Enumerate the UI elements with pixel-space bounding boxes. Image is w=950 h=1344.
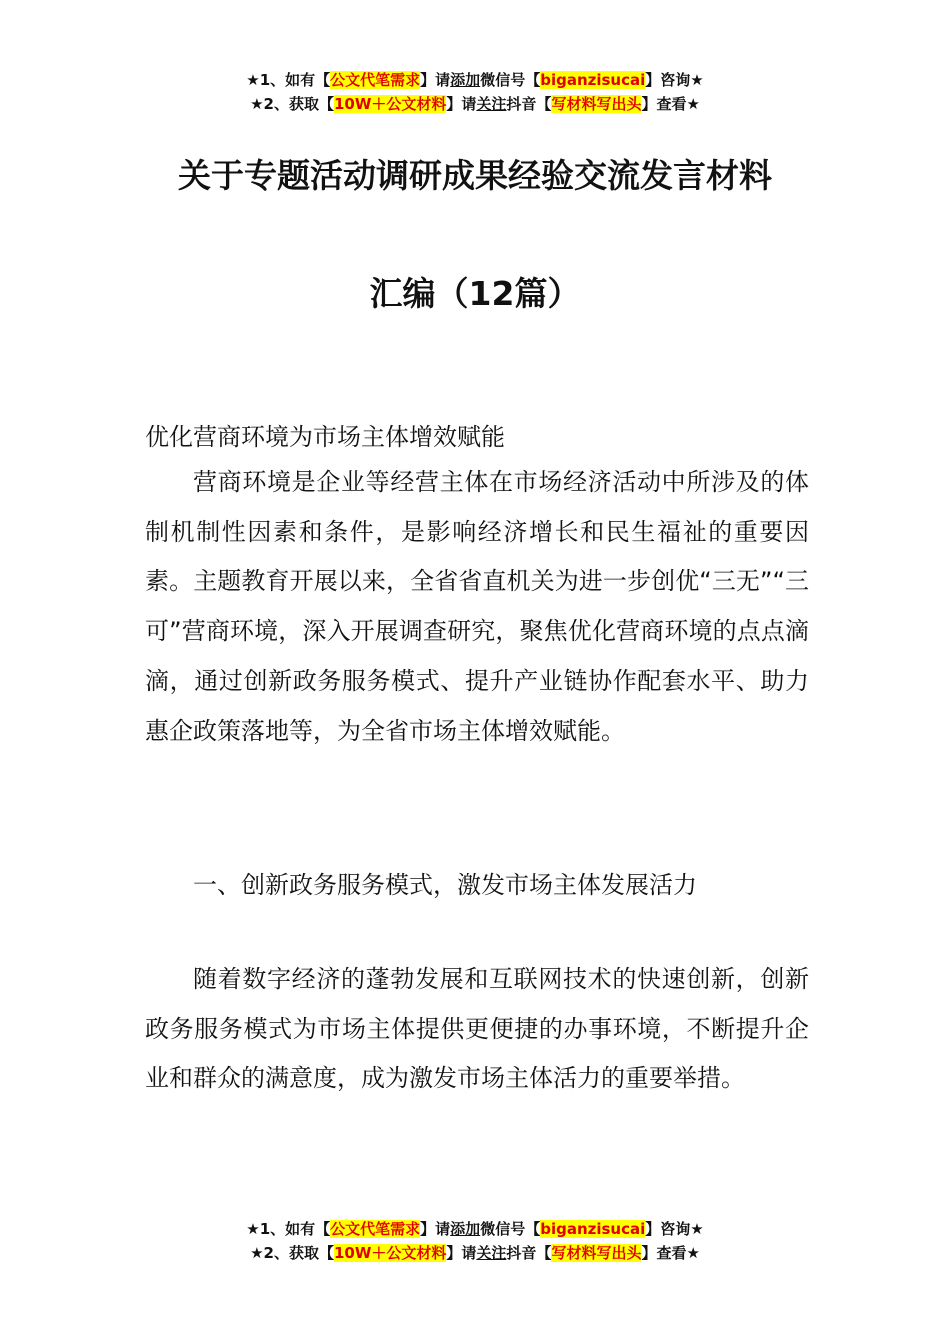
promo-text: 】请 <box>446 95 477 113</box>
star-icon: ★ <box>686 95 700 113</box>
star-icon: ★ <box>246 1220 260 1238</box>
promo-highlight: 10W＋公文材料 <box>333 95 447 113</box>
promo-text: 2、获取【 <box>263 1244 334 1262</box>
promo-text: 】咨询 <box>645 71 691 89</box>
section-paragraph: 随着数字经济的蓬勃发展和互联网技术的快速创新，创新政务服务模式为市场主体提供更便捷的办事环境，不断提升企业和群众的满意度，成为激发市场主体活力的重要举措。 <box>145 965 809 1093</box>
promo-highlight: 公文代笔需求 <box>330 71 421 89</box>
document-title-line-2: 汇编（12篇） <box>369 274 581 313</box>
document-title-line-1: 关于专题活动调研成果经验交流发言材料 <box>178 156 772 195</box>
promo-line-1 <box>0 1217 950 1241</box>
promo-line-2 <box>0 92 950 116</box>
star-icon: ★ <box>246 71 260 89</box>
star-icon: ★ <box>686 1244 700 1262</box>
wechat-id-highlight: biganzisucai <box>540 71 646 89</box>
promo-highlight: 10W＋公文材料 <box>333 1244 447 1262</box>
promo-underlined: 添加 <box>450 71 481 89</box>
promo-highlight: 公文代笔需求 <box>330 1220 421 1238</box>
promo-text: 1、如有【 <box>259 1220 331 1238</box>
promo-line-1 <box>0 68 950 92</box>
intro-paragraph: 营商环境是企业等经营主体在市场经济活动中所涉及的体制机制性因素和条件，是影响经济增长和民生福祉的重要因素。主题教育开展以来，全省省直机关为进一步创优“三无”“三可”营商环境，深入开展调查研究，聚焦优化营商环境的点点滴滴，通过创新政务服务模式、提升产业链协作配套水平、助力惠企政策落地等，为全省市场主体增效赋能。 <box>145 468 809 745</box>
promo-text: 抖音【 <box>506 95 552 113</box>
promo-text: 】查看 <box>641 1244 687 1262</box>
promo-underlined: 关注 <box>476 95 507 113</box>
promo-line-2 <box>0 1241 950 1265</box>
wechat-id-highlight: biganzisucai <box>540 1220 646 1238</box>
promo-underlined: 添加 <box>450 1220 481 1238</box>
promo-text: 抖音【 <box>506 1244 552 1262</box>
promo-text: 】咨询 <box>645 1220 691 1238</box>
star-icon: ★ <box>250 95 264 113</box>
promo-text: 微信号【 <box>480 1220 541 1238</box>
bottom-promo-banner <box>0 1217 950 1265</box>
promo-text: 】请 <box>420 71 451 89</box>
star-icon: ★ <box>690 71 704 89</box>
promo-text: 1、如有【 <box>259 71 331 89</box>
douyin-highlight: 写材料写出头 <box>551 1244 642 1262</box>
star-icon: ★ <box>690 1220 704 1238</box>
promo-text: 】请 <box>446 1244 477 1262</box>
star-icon: ★ <box>250 1244 264 1262</box>
promo-text: 】请 <box>420 1220 451 1238</box>
promo-text: 】查看 <box>641 95 687 113</box>
section-heading: 一、创新政务服务模式，激发市场主体发展活力 <box>193 871 697 899</box>
promo-text: 微信号【 <box>480 71 541 89</box>
promo-text: 2、获取【 <box>263 95 334 113</box>
promo-underlined: 关注 <box>476 1244 507 1262</box>
top-promo-banner <box>0 68 950 116</box>
article-title: 优化营商环境为市场主体增效赋能 <box>145 423 505 451</box>
douyin-highlight: 写材料写出头 <box>551 95 642 113</box>
